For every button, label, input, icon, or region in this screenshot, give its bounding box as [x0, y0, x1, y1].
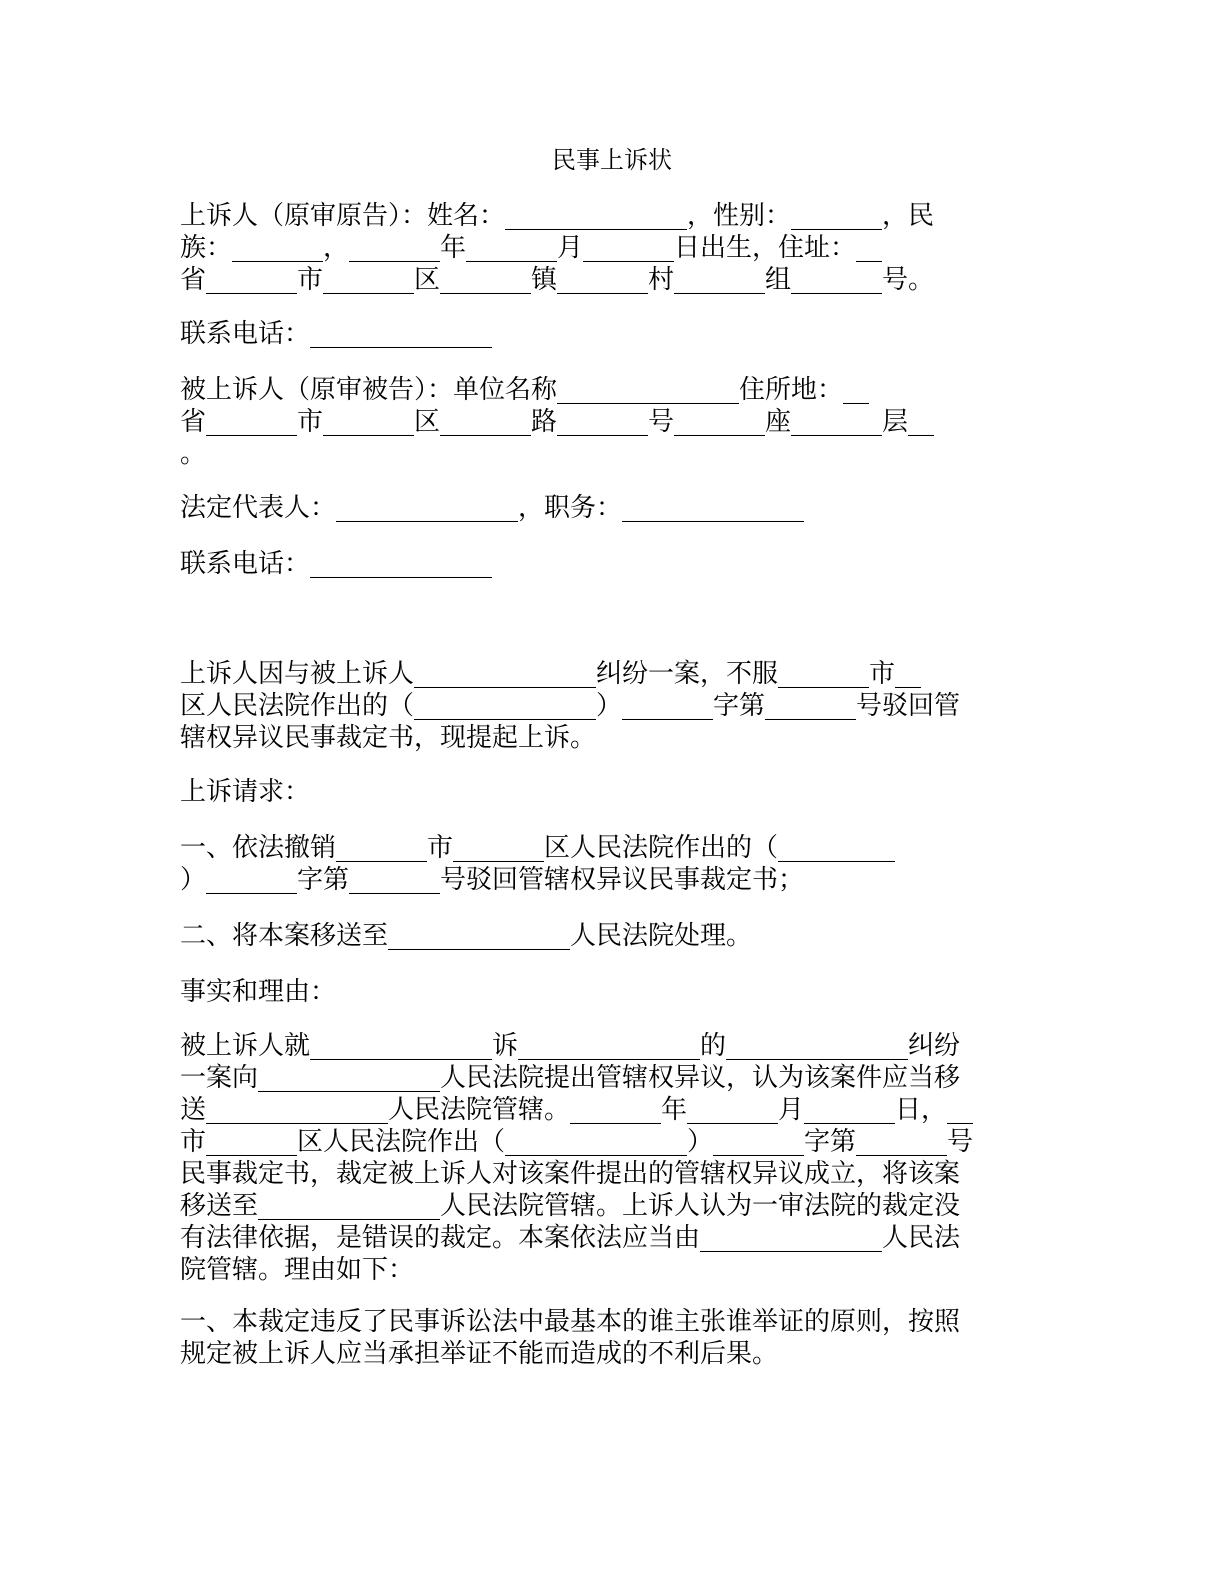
appellee-paragraph	[180, 374, 1040, 470]
appellant-phone-line: 联系电话：______________	[180, 319, 493, 349]
request-1-line-2: ）_______字第_______号驳回管辖权异议民事裁定书；	[180, 865, 805, 895]
appellee-line-2: 省_______市_______区_______路_______号_______座_______层__	[180, 407, 934, 437]
facts-line-4: 市_______区人民法院作出（______________）_______字第_______号	[180, 1127, 974, 1157]
appellant-line-3: 省_______市_______区_______镇_______村_______组_______号。	[180, 265, 935, 295]
request-2-line: 二、将本案移送至______________人民法院处理。	[180, 921, 753, 951]
requests-heading-line: 上诉请求：	[180, 777, 311, 807]
request-2-paragraph	[180, 920, 1040, 952]
facts-line-5: 民事裁定书，裁定被上诉人对该案件提出的管辖权异议成立，将该案	[180, 1159, 961, 1189]
appellant-phone	[180, 318, 1040, 350]
reason-1-line-1: 一、本裁定违反了民事诉讼法中最基本的谁主张谁举证的原则，按照	[180, 1307, 961, 1337]
intro-line-1: 上诉人因与被上诉人______________纠纷一案，不服_______市__	[180, 659, 922, 689]
document-title: 民事上诉状	[552, 146, 672, 174]
legal-rep-line: 法定代表人：______________，职务：______________	[180, 493, 805, 523]
appellee-phone-line: 联系电话：______________	[180, 549, 493, 579]
requests-heading	[180, 776, 1040, 808]
facts-line-6: 移送至______________人民法院管辖。上诉人认为一审法院的裁定没	[180, 1191, 961, 1221]
facts-heading-line: 事实和理由：	[180, 977, 337, 1007]
reason-1-paragraph	[180, 1306, 1040, 1370]
request-1-line-1: 一、依法撤销_______市_______区人民法院作出的（_________	[180, 833, 896, 863]
facts-line-2: 一案向______________人民法院提出管辖权异议，认为该案件应当移	[180, 1063, 961, 1093]
reason-1-line-2: 规定被上诉人应当承担举证不能而造成的不利后果。	[180, 1339, 779, 1369]
facts-paragraph	[180, 1030, 1040, 1286]
appellant-paragraph	[180, 200, 1040, 296]
facts-line-3: 送______________人民法院管辖。_______年_______月_______日，__	[180, 1095, 974, 1125]
facts-line-8: 院管辖。理由如下：	[180, 1255, 415, 1285]
intro-line-2: 区人民法院作出的（______________）_______字第_______号驳回管	[180, 691, 961, 721]
appellee-phone	[180, 548, 1040, 580]
facts-line-7: 有法律依据，是错误的裁定。本案依法应当由______________人民法	[180, 1223, 961, 1253]
appellee-line-1: 被上诉人（原审被告）：单位名称______________住所地：__	[180, 375, 870, 405]
appellant-line-2: 族：_______，_______年_______月_______日出生，住址：__	[180, 233, 883, 263]
legal-representative	[180, 492, 1040, 524]
facts-heading	[180, 976, 1040, 1008]
intro-paragraph	[180, 658, 1040, 754]
appellee-line-3: 。	[180, 439, 207, 469]
request-1-paragraph	[180, 832, 1040, 896]
facts-line-1: 被上诉人就______________诉______________的______________纠纷	[180, 1031, 961, 1061]
intro-line-3: 辖权异议民事裁定书，现提起上诉。	[180, 723, 597, 753]
appellant-line-1: 上诉人（原审原告）：姓名：______________，性别：_______，民	[180, 201, 935, 231]
